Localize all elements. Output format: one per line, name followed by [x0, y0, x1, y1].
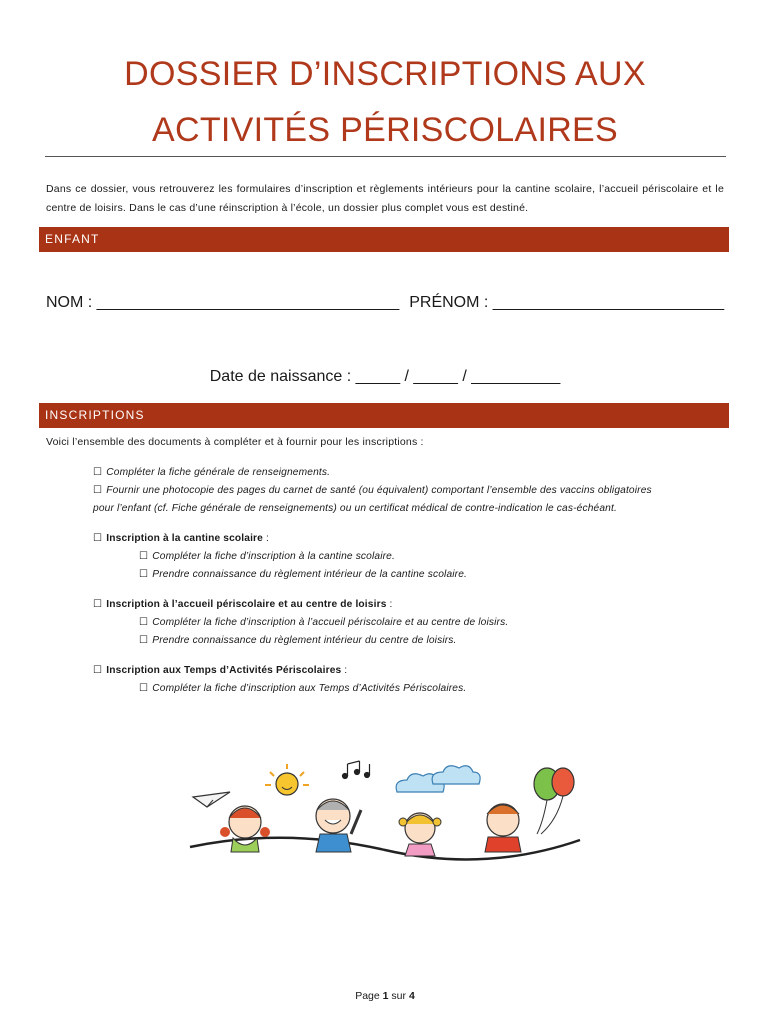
document-title: [0, 46, 770, 158]
checkbox[interactable]: ☐: [139, 569, 149, 580]
title-line-2: ACTIVITÉS PÉRISCOLAIRES: [151, 111, 619, 149]
checkbox[interactable]: ☐: [93, 665, 103, 676]
list-item-tap: ☐ Inscription aux Temps d’Activités Périscolaires :: [93, 665, 348, 676]
music-notes-icon: [343, 761, 370, 779]
page-total: 4: [408, 990, 415, 1002]
checkbox[interactable]: ☐: [139, 683, 149, 694]
intro-paragraph: Dans ce dossier, vous retrouverez les formulaires d’inscription et règlements intérieurs pour la cantine scolaire, l’accueil périscolaire et le centre de loisirs. Dans le cas d’une réinscription à l’école, un dossier plus complet vous est destiné.: [46, 183, 724, 214]
list-item-accueil: ☐ Inscription à l’accueil périscolaire et au centre de loisirs :: [93, 599, 393, 610]
page-number: 1: [382, 990, 389, 1002]
list-item-cantine: ☐ Inscription à la cantine scolaire :: [93, 533, 269, 544]
checkbox[interactable]: ☐: [93, 485, 103, 496]
sub-item: ☐ Compléter la fiche d’inscription aux Temps d’Activités Périscolaires.: [139, 683, 467, 694]
checkbox[interactable]: ☐: [93, 467, 103, 478]
checkbox[interactable]: ☐: [93, 533, 103, 544]
nom-label: NOM :: [46, 294, 97, 311]
inscriptions-intro: Voici l’ensemble des documents à compléter et à fournir pour les inscriptions :: [46, 436, 424, 448]
sub-item: ☐ Prendre connaissance du règlement intérieur du centre de loisirs.: [139, 635, 457, 646]
balloons-icon: [534, 768, 574, 834]
sub-item: ☐ Compléter la fiche d’inscription à la cantine scolaire.: [139, 551, 395, 562]
item-text: Compléter la fiche générale de renseignements.: [106, 467, 331, 478]
child-girl-blonde-icon: [399, 813, 441, 856]
prenom-label: PRÉNOM :: [409, 294, 493, 311]
children-illustration: [185, 752, 585, 872]
sub-item: ☐ Compléter la fiche d’inscription à l’accueil périscolaire et au centre de loisirs.: [139, 617, 509, 628]
list-item: [93, 464, 723, 482]
nom-field[interactable]: __________________________________: [96, 294, 400, 311]
name-fields: [46, 294, 736, 312]
title-divider: [45, 156, 726, 157]
paper-plane-icon: [193, 792, 230, 807]
cantine-title: Inscription à la cantine scolaire: [106, 533, 263, 544]
prenom-field[interactable]: __________________________: [492, 294, 725, 311]
cloud-icon: [396, 766, 480, 792]
accueil-title: Inscription à l’accueil périscolaire et au centre de loisirs: [106, 599, 387, 610]
section-header-inscriptions: INSCRIPTIONS: [39, 403, 729, 428]
sub-item: ☐ Prendre connaissance du règlement intérieur de la cantine scolaire.: [139, 569, 468, 580]
birthdate-field[interactable]: Date de naissance : _____ / _____ / __________: [209, 368, 561, 385]
list-item: [93, 482, 723, 500]
child-girl-red-hair-icon: [220, 806, 270, 852]
item-text: Fournir une photocopie des pages du carnet de santé (ou équivalent) comportant l’ensemble des vaccins obligatoires: [106, 485, 652, 496]
page-footer: Page 1 sur 4: [355, 990, 415, 1002]
title-line-1: DOSSIER D’INSCRIPTIONS AUX: [124, 55, 646, 93]
section-header-enfant: ENFANT: [39, 227, 729, 252]
checkbox[interactable]: ☐: [139, 635, 149, 646]
checkbox[interactable]: ☐: [139, 551, 149, 562]
child-boy-red-hair-icon: [485, 804, 521, 852]
checklist: [93, 464, 723, 698]
tap-title: Inscription aux Temps d’Activités Périscolaires: [106, 665, 342, 676]
list-item-continuation: pour l’enfant (cf. Fiche générale de renseignements) ou un certificat médical de contre-indication le cas-échéant.: [93, 503, 617, 514]
checkbox[interactable]: ☐: [93, 599, 103, 610]
checkbox[interactable]: ☐: [139, 617, 149, 628]
sun-icon: [265, 764, 309, 795]
